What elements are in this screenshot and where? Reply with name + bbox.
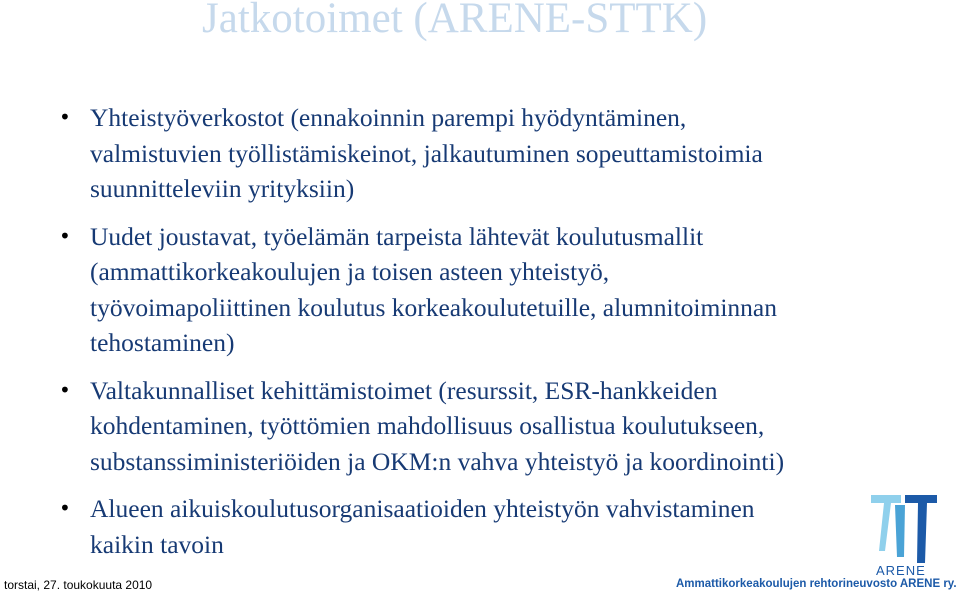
bullet-icon: • — [59, 377, 71, 402]
bullet-item — [56, 373, 936, 480]
bullet-icon: • — [59, 223, 71, 248]
bullet-item — [56, 491, 936, 562]
slide-title: Jatkotoimet (ARENE-STTK) — [202, 0, 708, 42]
bullet-line: suunnitteleviin yrityksiin) — [90, 174, 355, 203]
bullet-line: Uudet joustavat, työelämän tarpeista lähtevät koulutusmallit — [90, 221, 704, 251]
bullet-line: kohdentaminen, työttömien mahdollisuus osallistua koulutukseen, — [90, 411, 765, 440]
bullet-item — [56, 219, 936, 361]
bullet-item — [56, 100, 936, 207]
bullet-line: kaikin tavoin — [90, 529, 224, 559]
organization-name: Ammattikorkeakoulujen rehtorineuvosto ARENE ry. — [676, 578, 957, 590]
bullet-line: substanssiministeriöiden ja OKM:n vahva yhteistyö ja koordinointi) — [90, 446, 785, 476]
bullet-line: työvoimapoliittinen koulutus korkeakoulutetuille, alumnitoiminnan — [90, 292, 777, 322]
arene-logo-icon — [871, 493, 937, 569]
bullet-list — [56, 100, 936, 574]
bullet-line: valmistuvien työllistämiskeinot, jalkautuminen sopeuttamistoimia — [90, 138, 763, 168]
bullet-line: Valtakunnalliset kehittämistoimet (resurssit, ESR-hankkeiden — [90, 375, 718, 405]
bullet-icon: • — [59, 105, 71, 129]
bullet-line: Alueen aikuiskoulutusorganisaatioiden yhteistyön vahvistaminen — [90, 494, 755, 523]
logo-middle-shape — [895, 505, 905, 557]
footer-date: torstai, 27. toukokuuta 2010 — [4, 578, 153, 592]
bullet-line: Yhteistyöverkostot (ennakoinnin parempi hyödyntäminen, — [90, 103, 687, 132]
bullet-line: (ammattikorkeakoulujen ja toisen asteen yhteistyö, — [90, 257, 610, 286]
logo-text: ARENE — [876, 563, 926, 578]
logo-right-shape — [905, 495, 937, 563]
bullet-line: tehostaminen) — [90, 328, 235, 357]
bullet-icon: • — [59, 496, 71, 520]
